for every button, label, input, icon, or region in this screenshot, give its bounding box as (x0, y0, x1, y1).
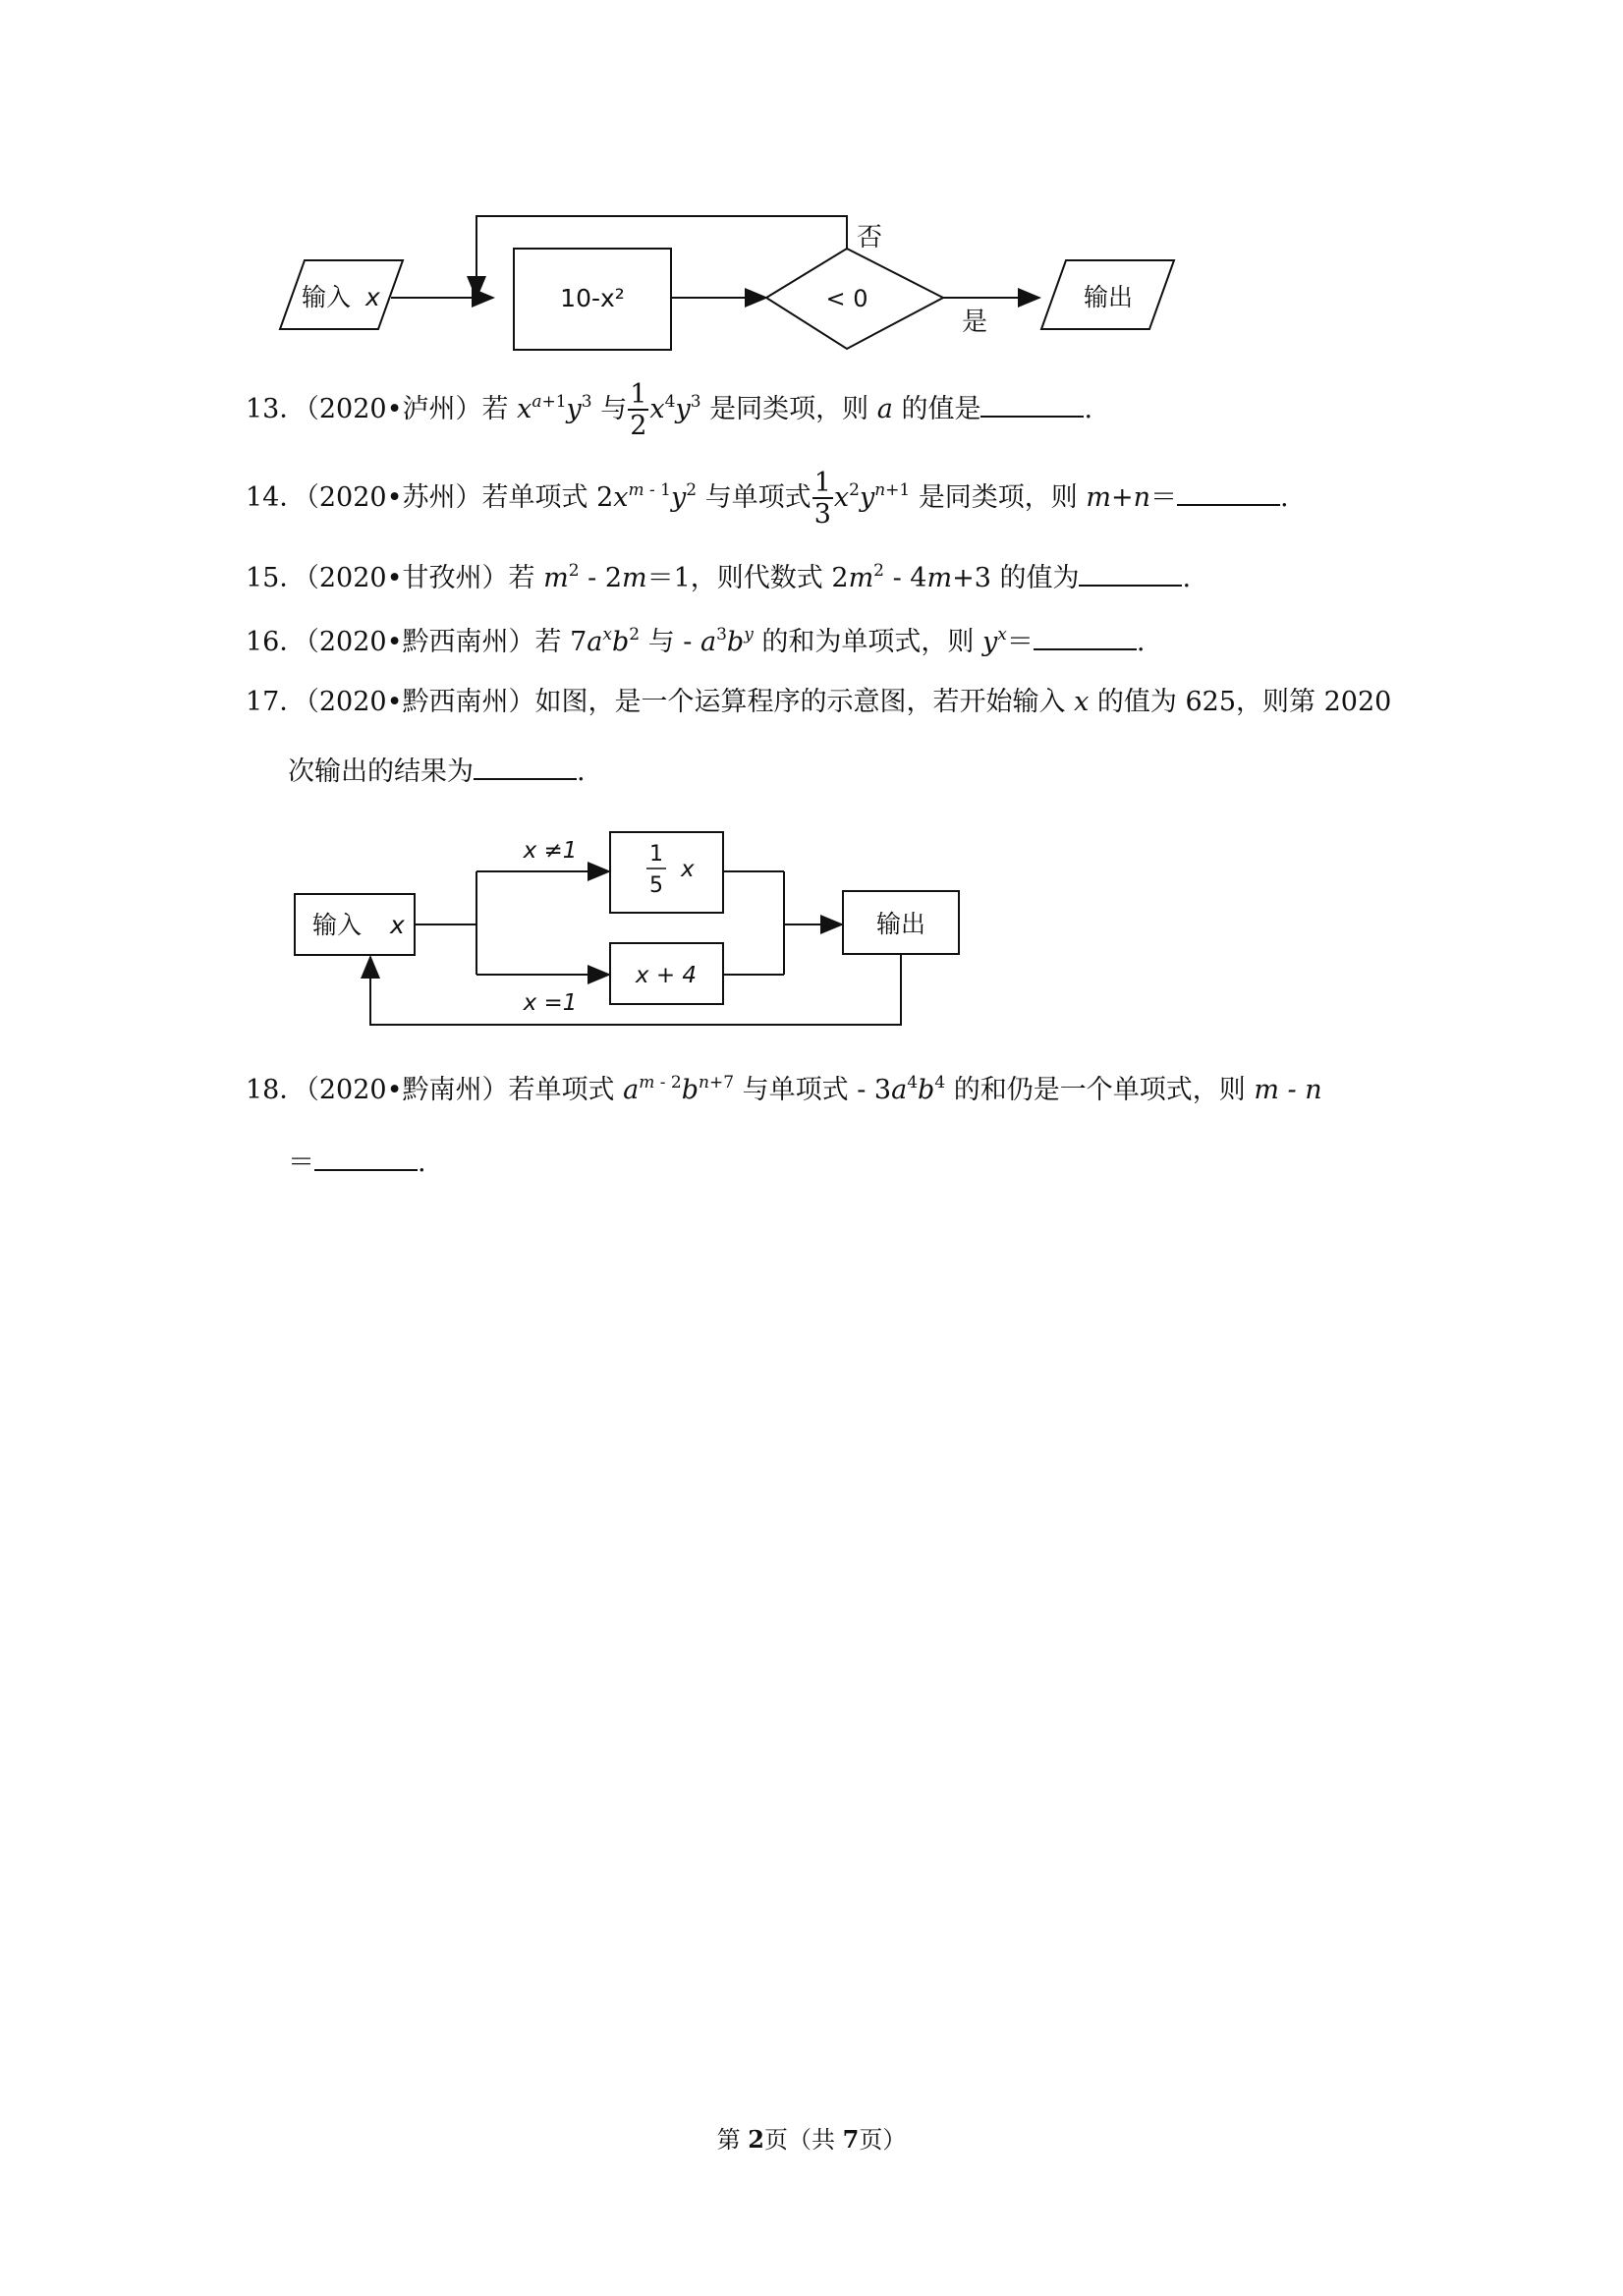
answer-blank[interactable] (314, 1140, 418, 1171)
input-label: 输入 (311, 911, 363, 939)
fraction-variable: x (681, 857, 695, 882)
fraction-denominator: 5 (649, 873, 663, 898)
decision-label: < 0 (825, 285, 868, 312)
process-label: 10-x² (560, 284, 625, 312)
answer-blank[interactable] (980, 386, 1084, 418)
add-label: x + 4 (635, 963, 698, 988)
flowchart-top (275, 206, 1189, 354)
answer-blank[interactable] (1034, 619, 1137, 650)
answer-blank[interactable] (1079, 555, 1182, 587)
answer-blank[interactable] (474, 749, 577, 780)
input-var: x (365, 283, 380, 311)
question-13: 13．（2020•泸州）若 $x^{a+1}y^3$ 与 $\frac{1}{2}$ $x^4y^3$ 是同类项，则 a 的值是 . (246, 379, 1093, 441)
output-label: 输出 (875, 910, 926, 938)
question-16: 16．（2020•黔西南州）若 $7a^xb^2$ 与 - $a^3b^y$ 的和为单项式，则 $y^x=$ . (246, 619, 1145, 662)
yes-label: 是 (961, 308, 988, 337)
answer-blank[interactable] (1177, 475, 1280, 506)
condition-bottom: x =1 (523, 990, 578, 1016)
question-15: 15．（2020•甘孜州）若 $m^2 - 2m=1$，则代数式 $2m^2 - 4m+3$ 的值为 . (246, 555, 1191, 598)
no-label: 否 (856, 223, 883, 252)
output-label: 输出 (1083, 283, 1134, 311)
question-18: 18．（2020•黔南州）若单项式 $a^{m - 2}b^{n+7}$ 与单项式 - $3a^4b^4$ 的和仍是一个单项式，则 m - n (246, 1073, 1322, 1105)
flowchart-bottom (285, 825, 973, 1036)
question-18-line2: ＝ . (288, 1140, 426, 1183)
question-17: 17．（2020•黔西南州）如图，是一个运算程序的示意图，若开始输入 x 的值为 625，则第 2020 (246, 687, 1392, 717)
fraction-box (610, 832, 723, 913)
fraction-numerator: 1 (649, 842, 663, 867)
input-var: x (390, 911, 405, 939)
question-14: 14．（2020•苏州）若单项式 $2x^{m - 1}y^2$ 与单项式 $\frac{1}{3}$ $x^2y^{n+1}$ 是同类项，则 m+n＝ . (246, 468, 1289, 530)
condition-top: x ≠1 (523, 838, 578, 864)
fraction-one-half: $\frac{1}{2}$ (630, 379, 647, 441)
input-label: 输入 (301, 283, 352, 311)
fraction-one-third: $\frac{1}{3}$ (813, 468, 831, 530)
loop-back-line (476, 216, 847, 298)
page-footer: 第 2页（共 7页） (716, 2125, 907, 2154)
question-17-line2: 次输出的结果为 . (288, 749, 586, 792)
